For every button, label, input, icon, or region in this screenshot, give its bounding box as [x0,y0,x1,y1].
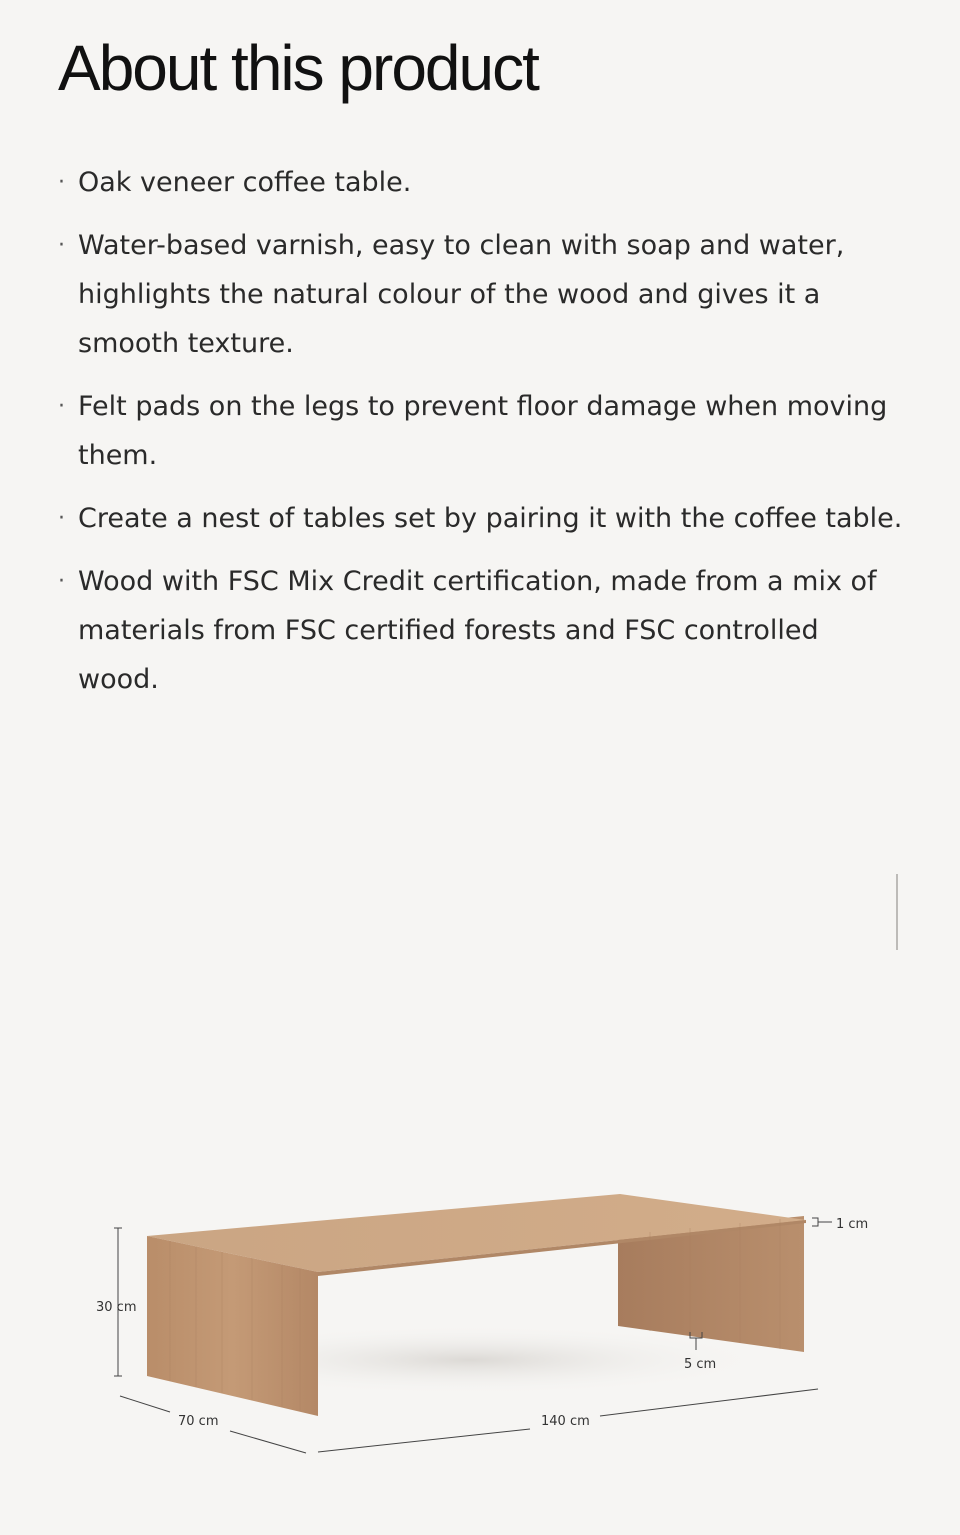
section-title: About this product [58,32,538,104]
bullet-icon: · [58,569,65,594]
width-dimension-line-b [600,1389,818,1416]
feature-item [58,221,908,368]
thickness-bracket [812,1218,818,1226]
width-dimension-line-a [318,1429,530,1452]
depth-label: 70 cm [178,1414,219,1429]
feature-text: Create a nest of tables set by pairing it with the coffee table. [78,503,903,534]
feature-text: Wood with FSC Mix Credit certification, made from a mix of materials from FSC certified forests and FSC controlled wood. [78,566,877,695]
bullet-icon: · [58,233,65,258]
feature-list [58,158,908,718]
feature-item [58,557,908,704]
leg-inset-label: 5 cm [684,1357,717,1372]
height-label: 30 cm [96,1300,137,1315]
bullet-icon: · [58,506,65,531]
depth-dimension-line-a [120,1396,170,1412]
thickness-label: 1 cm [836,1217,869,1232]
feature-text: Water-based varnish, easy to clean with soap and water, highlights the natural colour of the wood and gives it a smooth texture. [78,230,845,359]
bullet-icon: · [58,394,65,419]
width-label: 140 cm [541,1414,590,1429]
product-dimension-diagram [0,1150,960,1490]
depth-dimension-line-b [230,1431,306,1453]
feature-item [58,382,908,480]
scroll-indicator [896,874,898,950]
feature-item [58,494,908,543]
feature-text: Oak veneer coffee table. [78,167,412,198]
feature-text: Felt pads on the legs to prevent floor damage when moving them. [78,391,888,471]
feature-item [58,158,908,207]
bullet-icon: · [58,170,65,195]
